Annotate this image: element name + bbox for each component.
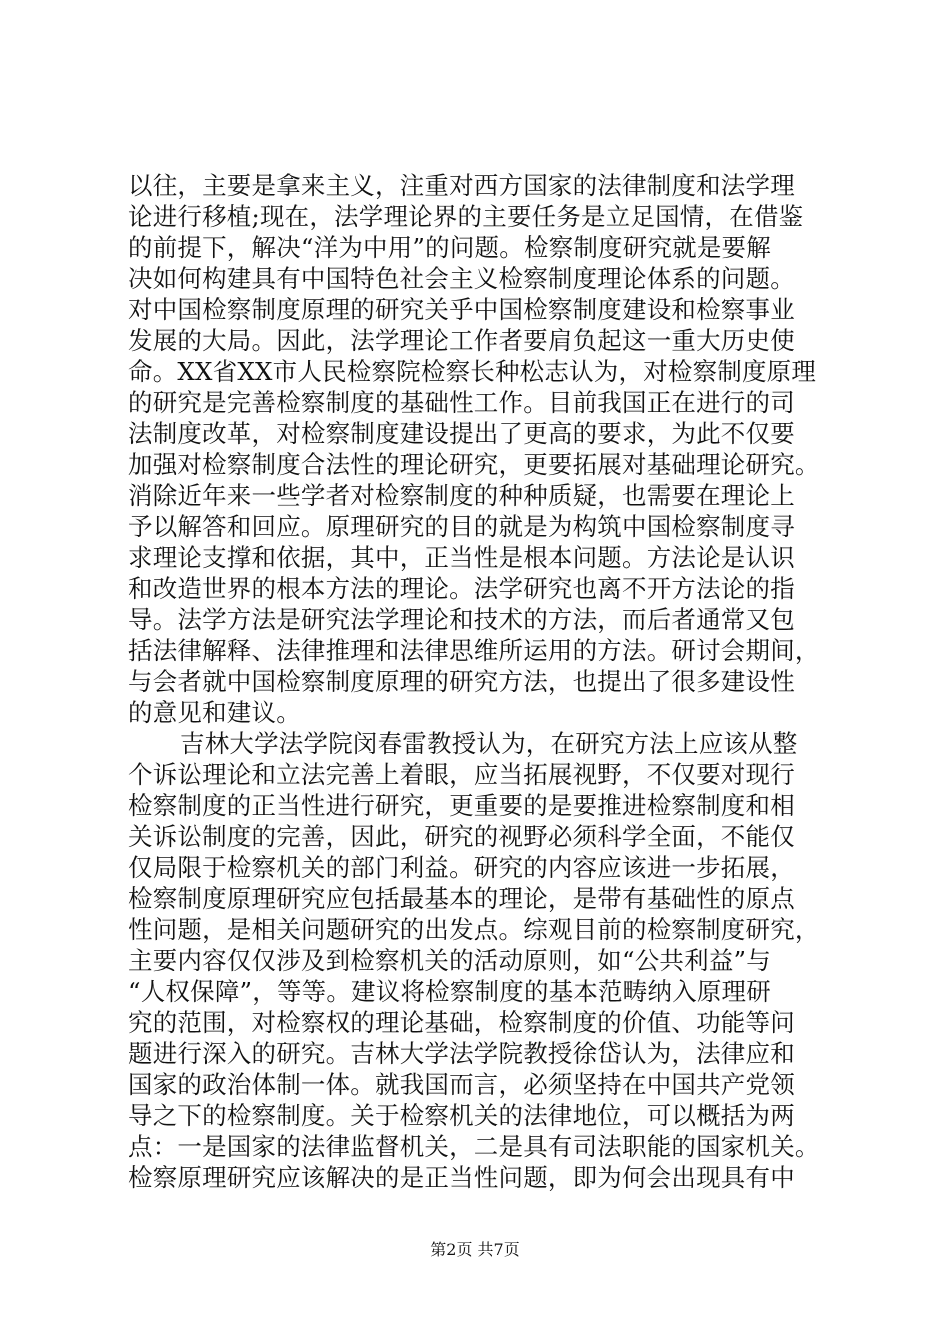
text-line: 论进行移植;现在，法学理论界的主要任务是立足国情，在借鉴: [128, 202, 804, 231]
text-line: 与会者就中国检察制度原理的研究方法，也提出了很多建设性: [128, 667, 795, 696]
text-line: 吉林大学法学院闵春雷教授认为，在研究方法上应该从整: [180, 729, 798, 758]
text-line: 点：一是国家的法律监督机关，二是具有司法职能的国家机关。: [128, 1132, 820, 1161]
text-line: 的研究是完善检察制度的基础性工作。目前我国正在进行的司: [128, 388, 795, 417]
text-line: “人权保障”，等等。建议将检察制度的基本范畴纳入原理研: [128, 977, 771, 1006]
text-line: 决如何构建具有中国特色社会主义检察制度理论体系的问题。: [128, 264, 795, 293]
text-line: 消除近年来一些学者对检察制度的种种质疑，也需要在理论上: [128, 481, 795, 510]
text-line: 性问题，是相关问题研究的出发点。综观目前的检察制度研究，: [128, 915, 820, 944]
text-line: 主要内容仅仅涉及到检察机关的活动原则，如“公共利益”与: [128, 946, 771, 975]
page-footer: 第2页 共7页: [430, 1240, 520, 1259]
text-line: 和改造世界的根本方法的理论。法学研究也离不开方法论的指: [128, 574, 795, 603]
text-line: 导之下的检察制度。关于检察机关的法律地位，可以概括为两: [128, 1101, 795, 1130]
text-line: 究的范围，对检察权的理论基础，检察制度的价值、功能等问: [128, 1008, 795, 1037]
text-line: 关诉讼制度的完善，因此，研究的视野必须科学全面，不能仅: [128, 822, 795, 851]
text-line: 予以解答和回应。原理研究的目的就是为构筑中国检察制度寻: [128, 512, 795, 541]
text-line: 的前提下，解决“洋为中用”的问题。检察制度研究就是要解: [128, 233, 771, 262]
text-line: 以往，主要是拿来主义，注重对西方国家的法律制度和法学理: [128, 171, 795, 200]
paragraph: [128, 170, 828, 728]
text-line: 加强对检察制度合法性的理论研究，更要拓展对基础理论研究。: [128, 450, 820, 479]
paragraph: [128, 728, 828, 1193]
text-line: 个诉讼理论和立法完善上着眼，应当拓展视野，不仅要对现行: [128, 760, 795, 789]
text-line: 求理论支撑和依据，其中，正当性是根本问题。方法论是认识: [128, 543, 795, 572]
text-line: 导。法学方法是研究法学理论和技术的方法，而后者通常又包: [128, 605, 795, 634]
text-line: 国家的政治体制一体。就我国而言，必须坚持在中国共产党领: [128, 1070, 795, 1099]
text-line: 仅局限于检察机关的部门利益。研究的内容应该进一步拓展，: [128, 853, 795, 882]
text-line: 题进行深入的研究。吉林大学法学院教授徐岱认为，法律应和: [128, 1039, 795, 1068]
text-line: 的意见和建议。: [128, 698, 301, 727]
text-line: 检察原理研究应该解决的是正当性问题，即为何会出现具有中: [128, 1163, 795, 1192]
text-line: 检察制度原理研究应包括最基本的理论，是带有基础性的原点: [128, 884, 795, 913]
text-line: 括法律解释、法律推理和法律思维所运用的方法。研讨会期间，: [128, 636, 820, 665]
text-line: 法制度改革，对检察制度建设提出了更高的要求，为此不仅要: [128, 419, 795, 448]
text-line: 检察制度的正当性进行研究，更重要的是要推进检察制度和相: [128, 791, 795, 820]
text-line: 命。XX省XX市人民检察院检察长种松志认为，对检察制度原理: [128, 357, 817, 386]
text-line: 发展的大局。因此，法学理论工作者要肩负起这一重大历史使: [128, 326, 795, 355]
text-line: 对中国检察制度原理的研究关乎中国检察制度建设和检察事业: [128, 295, 795, 324]
body-text: [128, 170, 828, 1193]
